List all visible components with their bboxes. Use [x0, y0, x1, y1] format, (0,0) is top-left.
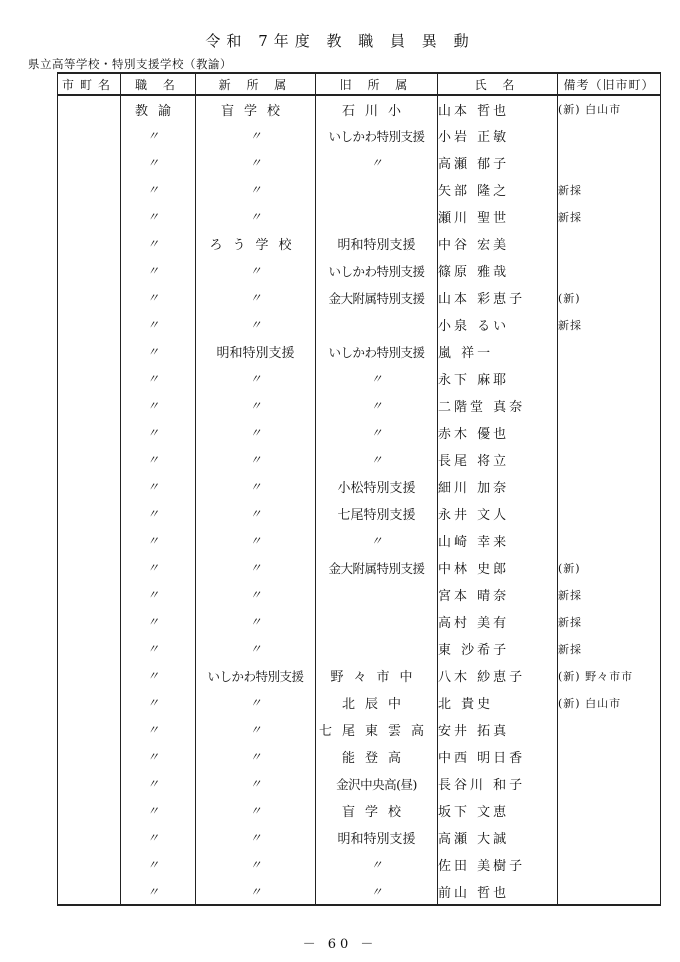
- table-row: [58, 473, 661, 500]
- old-affiliation-cell: [316, 176, 438, 203]
- note-cell: [558, 419, 661, 446]
- header-name: 氏 名: [438, 73, 558, 95]
- new-affiliation-cell: 〃: [196, 554, 316, 581]
- new-affiliation-cell: 〃: [196, 527, 316, 554]
- position-cell: 〃: [121, 878, 196, 905]
- city-cell: [58, 365, 121, 392]
- position-cell: 〃: [121, 851, 196, 878]
- table-row: [58, 635, 661, 662]
- old-affiliation-cell: 明和特別支援: [316, 230, 438, 257]
- old-affiliation-cell: 〃: [316, 149, 438, 176]
- table-row: [58, 797, 661, 824]
- new-affiliation-cell: 盲学校: [196, 95, 316, 122]
- table-row: [58, 176, 661, 203]
- table-row: [58, 284, 661, 311]
- document-title: 令和 7年度 教 職 員 異 動: [205, 32, 475, 50]
- note-cell: 新採: [558, 608, 661, 635]
- name-cell: 高瀬 大誠: [438, 824, 558, 851]
- table-row: [58, 500, 661, 527]
- city-cell: [58, 230, 121, 257]
- old-affiliation-cell: 〃: [316, 365, 438, 392]
- note-cell: [558, 257, 661, 284]
- new-affiliation-cell: 〃: [196, 689, 316, 716]
- new-affiliation-cell: 〃: [196, 581, 316, 608]
- old-affiliation-cell: 〃: [316, 878, 438, 905]
- position-cell: 教諭: [121, 95, 196, 122]
- old-affiliation-cell: いしかわ特別支援: [316, 338, 438, 365]
- table-row: [58, 743, 661, 770]
- note-cell: [558, 473, 661, 500]
- position-cell: 〃: [121, 230, 196, 257]
- name-cell: 小泉 るい: [438, 311, 558, 338]
- name-cell: 小岩 正敏: [438, 122, 558, 149]
- city-cell: [58, 95, 121, 122]
- name-cell: 東 沙希子: [438, 635, 558, 662]
- name-cell: 永井 文人: [438, 500, 558, 527]
- table-row: [58, 608, 661, 635]
- table-row: [58, 149, 661, 176]
- city-cell: [58, 770, 121, 797]
- name-cell: 矢部 隆之: [438, 176, 558, 203]
- position-cell: 〃: [121, 473, 196, 500]
- header-old-affiliation: 旧 所 属: [316, 73, 438, 95]
- old-affiliation-cell: 北辰中: [316, 689, 438, 716]
- note-cell: 新採: [558, 581, 661, 608]
- new-affiliation-cell: 〃: [196, 284, 316, 311]
- position-cell: 〃: [121, 419, 196, 446]
- name-cell: 高瀬 郁子: [438, 149, 558, 176]
- city-cell: [58, 689, 121, 716]
- new-affiliation-cell: 〃: [196, 635, 316, 662]
- name-cell: 中谷 宏美: [438, 230, 558, 257]
- old-affiliation-cell: 七尾特別支援: [316, 500, 438, 527]
- note-cell: (新) 野々市市: [558, 662, 661, 689]
- new-affiliation-cell: 〃: [196, 122, 316, 149]
- old-affiliation-cell: 盲学校: [316, 797, 438, 824]
- city-cell: [58, 500, 121, 527]
- table-row: [58, 824, 661, 851]
- name-cell: 赤木 優也: [438, 419, 558, 446]
- new-affiliation-cell: 〃: [196, 446, 316, 473]
- note-cell: [558, 500, 661, 527]
- name-cell: 前山 哲也: [438, 878, 558, 905]
- position-cell: 〃: [121, 554, 196, 581]
- table-row: [58, 203, 661, 230]
- table-row: [58, 527, 661, 554]
- new-affiliation-cell: 〃: [196, 500, 316, 527]
- position-cell: 〃: [121, 608, 196, 635]
- table-row: [58, 581, 661, 608]
- note-cell: [558, 743, 661, 770]
- name-cell: 安井 拓真: [438, 716, 558, 743]
- name-cell: 中西 明日香: [438, 743, 558, 770]
- name-cell: 佐田 美樹子: [438, 851, 558, 878]
- page-number: － 60 －: [302, 937, 378, 952]
- city-cell: [58, 743, 121, 770]
- name-cell: 坂下 文恵: [438, 797, 558, 824]
- city-cell: [58, 581, 121, 608]
- old-affiliation-cell: 金大附属特別支援: [316, 554, 438, 581]
- header-city: 市町名: [58, 73, 121, 95]
- position-cell: 〃: [121, 770, 196, 797]
- table-row: [58, 311, 661, 338]
- new-affiliation-cell: 〃: [196, 824, 316, 851]
- name-cell: 中林 史郎: [438, 554, 558, 581]
- old-affiliation-cell: 金沢中央高(昼): [316, 770, 438, 797]
- old-affiliation-cell: [316, 635, 438, 662]
- position-cell: 〃: [121, 338, 196, 365]
- city-cell: [58, 149, 121, 176]
- new-affiliation-cell: 〃: [196, 311, 316, 338]
- old-affiliation-cell: 能登高: [316, 743, 438, 770]
- new-affiliation-cell: 〃: [196, 257, 316, 284]
- old-affiliation-cell: 金大附属特別支援: [316, 284, 438, 311]
- position-cell: 〃: [121, 392, 196, 419]
- old-affiliation-cell: [316, 608, 438, 635]
- header-new-affiliation: 新 所 属: [196, 73, 316, 95]
- section-subtitle: 県立高等学校・特別支援学校（教諭）: [28, 57, 232, 71]
- note-cell: [558, 365, 661, 392]
- name-cell: 細川 加奈: [438, 473, 558, 500]
- position-cell: 〃: [121, 122, 196, 149]
- new-affiliation-cell: 〃: [196, 797, 316, 824]
- table-row: [58, 662, 661, 689]
- city-cell: [58, 635, 121, 662]
- new-affiliation-cell: 〃: [196, 365, 316, 392]
- note-cell: (新): [558, 554, 661, 581]
- note-cell: [558, 230, 661, 257]
- old-affiliation-cell: いしかわ特別支援: [316, 122, 438, 149]
- city-cell: [58, 419, 121, 446]
- table-row: [58, 770, 661, 797]
- position-cell: 〃: [121, 797, 196, 824]
- city-cell: [58, 824, 121, 851]
- table-row: [58, 851, 661, 878]
- note-cell: (新): [558, 284, 661, 311]
- position-cell: 〃: [121, 284, 196, 311]
- old-affiliation-cell: 〃: [316, 392, 438, 419]
- city-cell: [58, 473, 121, 500]
- name-cell: 永下 麻耶: [438, 365, 558, 392]
- position-cell: 〃: [121, 635, 196, 662]
- position-cell: 〃: [121, 527, 196, 554]
- city-cell: [58, 203, 121, 230]
- position-cell: 〃: [121, 311, 196, 338]
- old-affiliation-cell: 〃: [316, 851, 438, 878]
- position-cell: 〃: [121, 581, 196, 608]
- name-cell: 長尾 将立: [438, 446, 558, 473]
- new-affiliation-cell: 〃: [196, 473, 316, 500]
- note-cell: [558, 851, 661, 878]
- table-row: [58, 365, 661, 392]
- new-affiliation-cell: いしかわ特別支援: [196, 662, 316, 689]
- new-affiliation-cell: ろう学校: [196, 230, 316, 257]
- table-row: [58, 122, 661, 149]
- new-affiliation-cell: 明和特別支援: [196, 338, 316, 365]
- position-cell: 〃: [121, 257, 196, 284]
- new-affiliation-cell: 〃: [196, 176, 316, 203]
- name-cell: 山本 哲也: [438, 95, 558, 122]
- table-header-row: [58, 73, 661, 95]
- name-cell: 二階堂 真奈: [438, 392, 558, 419]
- note-cell: [558, 338, 661, 365]
- old-affiliation-cell: 小松特別支援: [316, 473, 438, 500]
- city-cell: [58, 716, 121, 743]
- note-cell: (新) 白山市: [558, 689, 661, 716]
- new-affiliation-cell: 〃: [196, 770, 316, 797]
- position-cell: 〃: [121, 743, 196, 770]
- city-cell: [58, 554, 121, 581]
- old-affiliation-cell: 明和特別支援: [316, 824, 438, 851]
- table-row: [58, 95, 661, 122]
- name-cell: 宮本 晴奈: [438, 581, 558, 608]
- old-affiliation-cell: 野々市中: [316, 662, 438, 689]
- name-cell: 嵐 祥一: [438, 338, 558, 365]
- city-cell: [58, 176, 121, 203]
- position-cell: 〃: [121, 824, 196, 851]
- name-cell: 山本 彩恵子: [438, 284, 558, 311]
- position-cell: 〃: [121, 662, 196, 689]
- table-row: [58, 392, 661, 419]
- name-cell: 長谷川 和子: [438, 770, 558, 797]
- table-row: [58, 716, 661, 743]
- city-cell: [58, 851, 121, 878]
- note-cell: [558, 392, 661, 419]
- new-affiliation-cell: 〃: [196, 149, 316, 176]
- new-affiliation-cell: 〃: [196, 419, 316, 446]
- new-affiliation-cell: 〃: [196, 716, 316, 743]
- header-position: 職 名: [121, 73, 196, 95]
- city-cell: [58, 527, 121, 554]
- old-affiliation-cell: [316, 581, 438, 608]
- old-affiliation-cell: いしかわ特別支援: [316, 257, 438, 284]
- note-cell: (新) 白山市: [558, 95, 661, 122]
- new-affiliation-cell: 〃: [196, 851, 316, 878]
- old-affiliation-cell: 七尾東雲高: [316, 716, 438, 743]
- table-row: [58, 230, 661, 257]
- position-cell: 〃: [121, 365, 196, 392]
- new-affiliation-cell: 〃: [196, 392, 316, 419]
- city-cell: [58, 608, 121, 635]
- name-cell: 瀬川 聖世: [438, 203, 558, 230]
- note-cell: 新採: [558, 635, 661, 662]
- old-affiliation-cell: 石川小: [316, 95, 438, 122]
- note-cell: [558, 149, 661, 176]
- city-cell: [58, 284, 121, 311]
- name-cell: 山崎 幸来: [438, 527, 558, 554]
- city-cell: [58, 797, 121, 824]
- header-note: 備考（旧市町）: [558, 73, 661, 95]
- name-cell: 北 貴史: [438, 689, 558, 716]
- city-cell: [58, 122, 121, 149]
- note-cell: [558, 716, 661, 743]
- name-cell: 八木 紗恵子: [438, 662, 558, 689]
- name-cell: 篠原 雅哉: [438, 257, 558, 284]
- note-cell: [558, 878, 661, 905]
- note-cell: [558, 446, 661, 473]
- city-cell: [58, 878, 121, 905]
- position-cell: 〃: [121, 203, 196, 230]
- table-row: [58, 554, 661, 581]
- position-cell: 〃: [121, 500, 196, 527]
- table-row: [58, 878, 661, 905]
- name-cell: 高村 美有: [438, 608, 558, 635]
- new-affiliation-cell: 〃: [196, 203, 316, 230]
- table-row: [58, 257, 661, 284]
- city-cell: [58, 662, 121, 689]
- new-affiliation-cell: 〃: [196, 608, 316, 635]
- city-cell: [58, 446, 121, 473]
- table-row: [58, 338, 661, 365]
- note-cell: [558, 770, 661, 797]
- note-cell: [558, 527, 661, 554]
- new-affiliation-cell: 〃: [196, 743, 316, 770]
- personnel-table: [57, 72, 661, 906]
- position-cell: 〃: [121, 689, 196, 716]
- old-affiliation-cell: 〃: [316, 419, 438, 446]
- table-row: [58, 419, 661, 446]
- note-cell: [558, 797, 661, 824]
- table-row: [58, 446, 661, 473]
- city-cell: [58, 392, 121, 419]
- new-affiliation-cell: 〃: [196, 878, 316, 905]
- old-affiliation-cell: [316, 203, 438, 230]
- note-cell: 新採: [558, 176, 661, 203]
- note-cell: 新採: [558, 311, 661, 338]
- table-row: [58, 689, 661, 716]
- note-cell: 新採: [558, 203, 661, 230]
- table-body: [58, 95, 661, 905]
- position-cell: 〃: [121, 716, 196, 743]
- note-cell: [558, 824, 661, 851]
- city-cell: [58, 338, 121, 365]
- note-cell: [558, 122, 661, 149]
- position-cell: 〃: [121, 176, 196, 203]
- position-cell: 〃: [121, 446, 196, 473]
- city-cell: [58, 257, 121, 284]
- old-affiliation-cell: 〃: [316, 527, 438, 554]
- position-cell: 〃: [121, 149, 196, 176]
- old-affiliation-cell: [316, 311, 438, 338]
- city-cell: [58, 311, 121, 338]
- old-affiliation-cell: 〃: [316, 446, 438, 473]
